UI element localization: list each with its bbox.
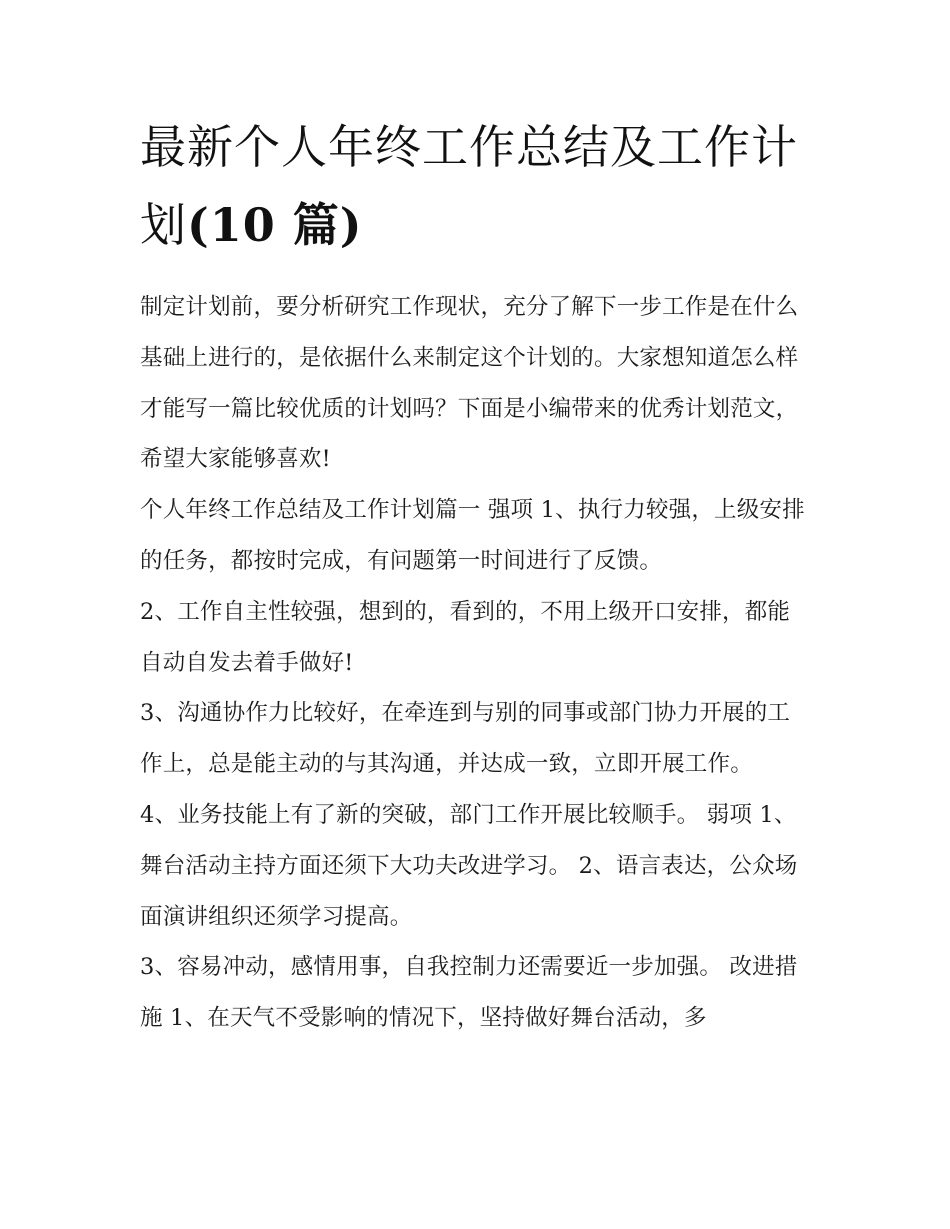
paragraph-strength-2: 2、工作自主性较强，想到的，看到的，不用上级开口安排，都能自动自发去着手做好! xyxy=(140,598,791,676)
title-text: 最新个人年终工作总结及工作计划 xyxy=(140,120,798,252)
document-page xyxy=(140,108,812,1044)
intro-paragraph: 制定计划前，要分析研究工作现状，充分了解下一步工作是在什么基础上进行的，是依据什么来制定这个计划的。大家想知道怎么样才能写一篇比较优质的计划吗？下面是小编带来的优秀计划范文，希望大家能够喜欢! xyxy=(140,294,799,473)
paragraph-weakness-3-improvement: 3、容易冲动，感情用事，自我控制力还需要近一步加强。 改进措施 1、在天气不受影响的情况下，坚持做好舞台活动，多 xyxy=(140,954,798,1032)
document-body xyxy=(140,282,812,1044)
title-count: (10 篇) xyxy=(187,198,363,252)
paragraph-strength-4-weakness: 4、业务技能上有了新的突破，部门工作开展比较顺手。 弱项 1、舞台活动主持方面还须下大功夫改进学习。 2、语言表达，公众场面演讲组织还须学习提高。 xyxy=(140,801,798,930)
document-title xyxy=(140,108,812,264)
paragraph-strength-1: 个人年终工作总结及工作计划篇一 强项 1、执行力较强，上级安排的任务，都按时完成，有问题第一时间进行了反馈。 xyxy=(140,497,805,574)
paragraph-strength-3: 3、沟通协作力比较好，在牵连到与别的同事或部门协力开展的工作上，总是能主动的与其沟通，并达成一致，立即开展工作。 xyxy=(140,700,791,778)
